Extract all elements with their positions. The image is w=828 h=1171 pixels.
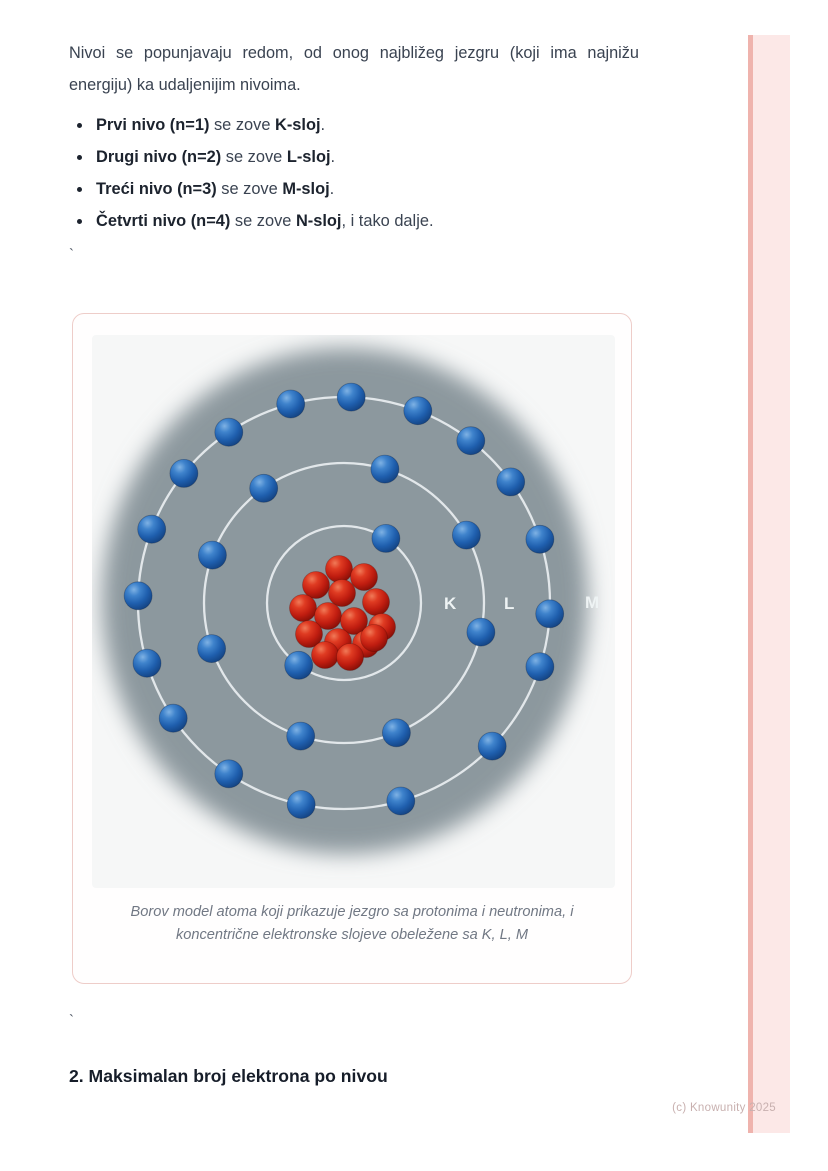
list-item-n-shell [69,205,629,237]
accent-stripe [748,35,790,1133]
list-item-l-shell [69,141,629,173]
nucleus-particle [363,589,390,616]
bullet-icon [77,155,82,160]
electron [215,418,243,446]
electron [387,787,415,815]
electron [198,541,226,569]
level-mid-text: se zove [230,212,296,230]
nucleus-particle [312,642,339,669]
nucleus-particle [361,625,388,652]
electron [457,427,485,455]
level-name: Treći nivo (n=3) [96,180,217,198]
stray-backtick-mark: ` [69,1012,74,1029]
electron [215,760,243,788]
electron [526,525,554,553]
nucleus-particle [329,580,356,607]
shell-name: K-sloj [275,116,321,134]
electron [198,635,226,663]
electron [404,397,432,425]
level-tail-text: . [330,148,336,166]
electron [497,468,525,496]
level-tail-text: . [329,180,335,198]
figure-caption [73,901,631,947]
level-mid-text: se zove [221,148,287,166]
level-mid-text: se zove [216,180,283,198]
electron [467,618,495,646]
shell-label-l: L [504,594,515,613]
level-name: Četvrti nivo (n=4) [96,212,231,230]
level-mid-text: se zove [209,116,276,134]
figure-caption-line2: koncentrične elektronske slojeve obeležene sa K, L, M [175,927,529,943]
section-heading: 2. Maksimalan broj elektrona po nivou [69,1066,388,1086]
figure-caption-line1: Borov model atoma koji prikazuje jezgro sa protonima i neutronima, i [130,904,574,920]
nucleus-particle [351,564,378,591]
bullet-icon [77,219,82,224]
electron [285,651,313,679]
list-item-m-shell [69,173,629,205]
bohr-model-image [92,335,615,888]
shell-levels-list [69,109,629,237]
electron [250,474,278,502]
electron [536,600,564,628]
intro-paragraph: Nivoi se popunjavaju redom, od onog najbližeg jezgru (koji ima najnižu energiju) ka udaljenijim nivoima. [69,44,639,94]
stray-backtick-mark: ` [69,246,74,263]
electron [371,455,399,483]
electron [159,704,187,732]
nucleus-particle [326,556,353,583]
electron [526,653,554,681]
watermark: (c) Knowunity 2025 [672,1102,776,1114]
electron [372,524,400,552]
bullet-icon [77,187,82,192]
electron [170,459,198,487]
electron [138,515,166,543]
level-name: Prvi nivo (n=1) [96,116,210,134]
electron [277,390,305,418]
shell-name: L-sloj [286,148,331,166]
electron [287,722,315,750]
shell-label-k: K [444,594,457,613]
level-tail-text: , i tako dalje. [341,212,434,230]
level-name: Drugi nivo (n=2) [96,148,222,166]
shell-name: M-sloj [282,180,330,198]
accent-stripe-edge [748,35,753,1133]
electron [452,521,480,549]
shell-label-m: M [585,593,600,612]
electron [124,582,152,610]
electron [287,791,315,819]
nucleus-particle [303,572,330,599]
electron [133,649,161,677]
electron [337,383,365,411]
shell-name: N-sloj [295,212,342,230]
nucleus-particle [337,644,364,671]
electron [478,732,506,760]
electron [382,719,410,747]
atom-illustration [92,335,615,888]
level-tail-text: . [320,116,326,134]
list-item-k-shell [69,109,629,141]
nucleus-particle [290,595,317,622]
figure-card [72,313,632,984]
bullet-icon [77,123,82,128]
